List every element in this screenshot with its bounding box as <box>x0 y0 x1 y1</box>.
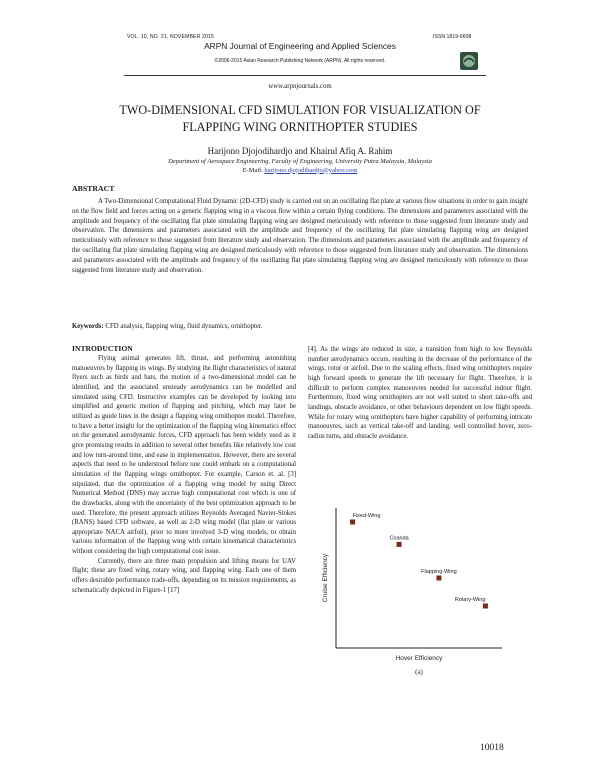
journal-logo-icon <box>460 52 478 70</box>
journal-name: ARPN Journal of Engineering and Applied Sciences <box>204 41 396 51</box>
keywords-label: Keywords: <box>72 323 104 330</box>
point-marker-1 <box>397 542 402 547</box>
intro-paragraph-2: Currently, there are three main propulsion and lifting means for UAV flight; these are fixed wing, rotary wing, and flapping wing. Each one of them offers desirable performance trade-offs, depending on its mission requirements, as schematically depicted in Figure-1 [17] <box>72 557 296 594</box>
point-label-0: Fixed-Wing <box>352 513 381 519</box>
efficiency-chart <box>316 500 516 690</box>
email-line <box>0 167 600 176</box>
intro-paragraph-1: Flying animal generates lift, thrust, and performing astonishing manoeuvres by flapping its wings. By studying the flight characteristics of natural flyers such as birds and bats, the motion of a two-dimensional model can be identified, and the associated unsteady aerodynamics can be modelled and simulated using CFD. Instructive examples can be developed by looking into simplified and generic motion of flapping and pitching, which may later be utilized as guide lines in the design a flapping wing ornithopter model. Therefore, to have a better insight for the optimization of the flapping wing kinematics effect on the generated aerodynamic forces, CFD approach has been widely used as it give promising results in addition to several other benefits like relatively low cost and low turn-around time, and ease in implementation. However, there are several aspects that need to be understood before one could embark on a computational simulation of the flapping wings ornithopter. For example, Carson et. al. [3] stipulated, that the optimization of a flapping wing model by using Direct Numerical Method (DNS) may accrue high computational cost which is one of the drawbacks, along with the uncertainty of the best optimization approach to be used. Therefore, the present approach utilizes Reynolds Averaged Navier-Stokes (RANS) based CFD software, as well as 2-D wing model (flat plate or various appropriate NACA airfoil), prior to more involved 3-D wing models, to obtain various information of the flapping wing with certain kinematical characteristics without considering the high computational cost issue. <box>72 355 296 556</box>
point-marker-0 <box>350 520 355 525</box>
paper-title <box>60 102 540 136</box>
issn: ISSN 1819-6608 <box>433 34 472 40</box>
header-rule <box>124 75 486 76</box>
abstract-text: A Two-Dimensional Computational Fluid Dynamic (2D-CFD) study is carried out on an oscillating flat plate at various flow situations in order to gain insight on the flow field and forces acting on a generic flapping wing in a viscous flow within a certain flying conditions. The dimensions and parameters associated with the amplitude and frequency of the oscillating flat plate simulating flapping wing are designed meticulously with reference to those suggested from literature study and observation. The dimensions and parameters associated with the amplitude and frequency of the oscillating flat plate simulating flapping wing are designed meticulously with reference to those suggested from literature study and observation. The dimensions and parameters associated with the amplitude and frequency of the oscillating flat plate simulating flapping wing are designed meticulously with reference to those suggested from literature study and observation. The dimensions and parameters associated with the amplitude and frequency of the oscillating flat plate simulating flapping wing are designed meticulously with reference to those suggested from literature study and observation. <box>72 198 528 274</box>
point-marker-3 <box>483 604 488 609</box>
email-link[interactable]: harijono.djojodihardjo@yahoo.com <box>264 166 358 174</box>
copyright: ©2006-2015 Asian Research Publishing Network (ARPN). All rights reserved. <box>214 58 386 64</box>
abstract-body <box>72 197 528 275</box>
title-line-1: TWO-DIMENSIONAL CFD SIMULATION FOR VISUALIZATION OF <box>119 103 481 117</box>
keywords-text: CFD analysis, flapping wing, fluid dynamics, ornithopter. <box>105 323 263 330</box>
intro-paragraph-col2: [4]. As the wings are reduced in size, a transition from high to low Reynolds number aerodynamics occurs, resulting in the decrease of the performance of the wings, rotor or airfoil. Due to the scaling effects, fixed wing ornithopters require high forward speeds to generate the lift necessary for flight. Therefore, it is difficult to perform complex manoeuvres needed for successful indoor flight. Furthermore, fixed wing ornithopters are not well suited to short take-offs and landings, obstacle avoidance, or other behaviours dependent on low flight speeds. While for rotary wing ornithopters have higher capability of performing intricate manoeuvres, such as vertical take-off and landing, well controlled hover, zero-radius turns, and obstacle avoidance. <box>308 346 532 440</box>
volume-info: VOL. 10, NO. 21, NOVEMBER 2015 <box>127 34 214 40</box>
authors: Harijono Djojodihardjo and Khairul Afiq A. Rahim <box>207 146 393 156</box>
y-axis-label: Cruise Efficiency <box>322 553 329 603</box>
page-number: 10018 <box>480 743 504 753</box>
introduction-heading: INTRODUCTION <box>72 344 133 353</box>
website: www.arpnjournals.com <box>268 83 332 90</box>
point-marker-2 <box>436 576 441 581</box>
keywords <box>72 323 528 330</box>
point-label-1: Coanda <box>389 535 409 542</box>
column-left <box>72 344 296 595</box>
point-label-2: Flapping-Wing <box>421 569 457 575</box>
title-line-2: FLAPPING WING ORNITHOPTER STUDIES <box>182 120 418 134</box>
affiliation-block <box>0 158 600 175</box>
abstract-heading: ABSTRACT <box>72 184 115 193</box>
x-axis-label: Hover Efficiency <box>395 655 443 662</box>
affiliation: Department of Aerospace Engineering, Faculty of Engineering, University Putra Malaysia, Malaysia <box>168 158 432 165</box>
email-label: E-Mail: <box>242 166 263 174</box>
figure-caption: (a) <box>415 668 423 676</box>
column-right <box>308 345 532 442</box>
point-label-3: Rotary-Wing <box>454 597 486 603</box>
